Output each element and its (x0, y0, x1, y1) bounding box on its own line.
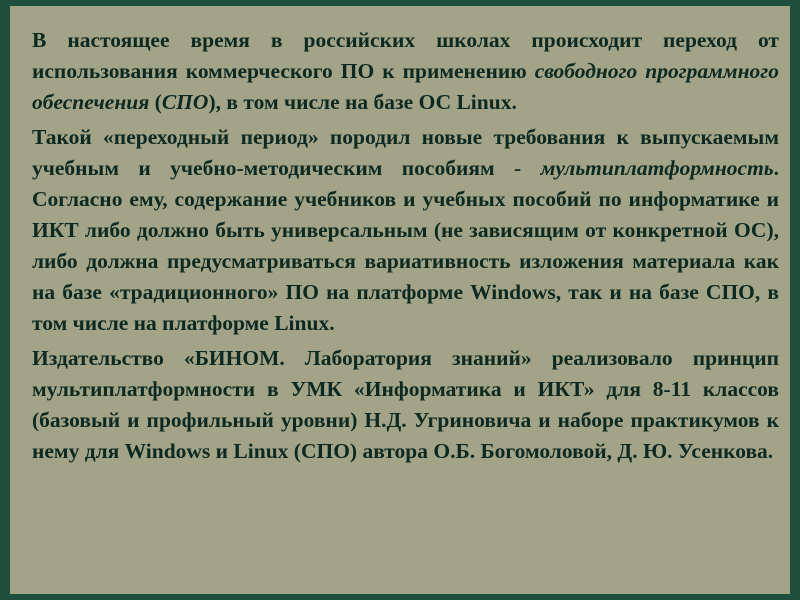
paragraph-3 (32, 343, 779, 467)
text-segment: . Согласно ему, содержание учебников и учебных пособий по информатике и ИКТ либо должно быть универсальным (не зависящим от конкретной ОС), либо должна предусматриваться вариативность изложения материала как на базе «традиционного» ПО на платформе Windows, так и на базе СПО, в том числе на платформе Linux. (32, 156, 779, 335)
text-segment: Издательство «БИНОМ. Лаборатория знаний» реализовало принцип мультиплатформности в УМК «Информатика и ИКТ» для 8-11 классов (базовый и профильный уровни) Н.Д. Угриновича и наборе практикумов к нему для Windows и Linux (СПО) автора О.Б. Богомоловой, Д. Ю. Усенкова. (32, 346, 779, 463)
paragraph-1 (32, 25, 779, 118)
slide-text (32, 25, 779, 471)
text-segment: ), в том числе на базе ОС Linux. (208, 90, 517, 114)
text-segment: Такой «переходный период» породил новые требования к выпускаемым учебным и учебно-методическим пособиям - (32, 125, 779, 180)
text-segment: ( (149, 90, 162, 114)
text-segment: В настоящее время в российских школах происходит переход от использования коммерческого ПО к применению (32, 28, 779, 83)
italic-term-spo: СПО (161, 90, 209, 114)
italic-term-spo-full: свободного программного обеспечения (32, 59, 779, 114)
paragraph-2 (32, 122, 779, 339)
italic-term-multiplatform: мультиплатформность (540, 156, 774, 180)
